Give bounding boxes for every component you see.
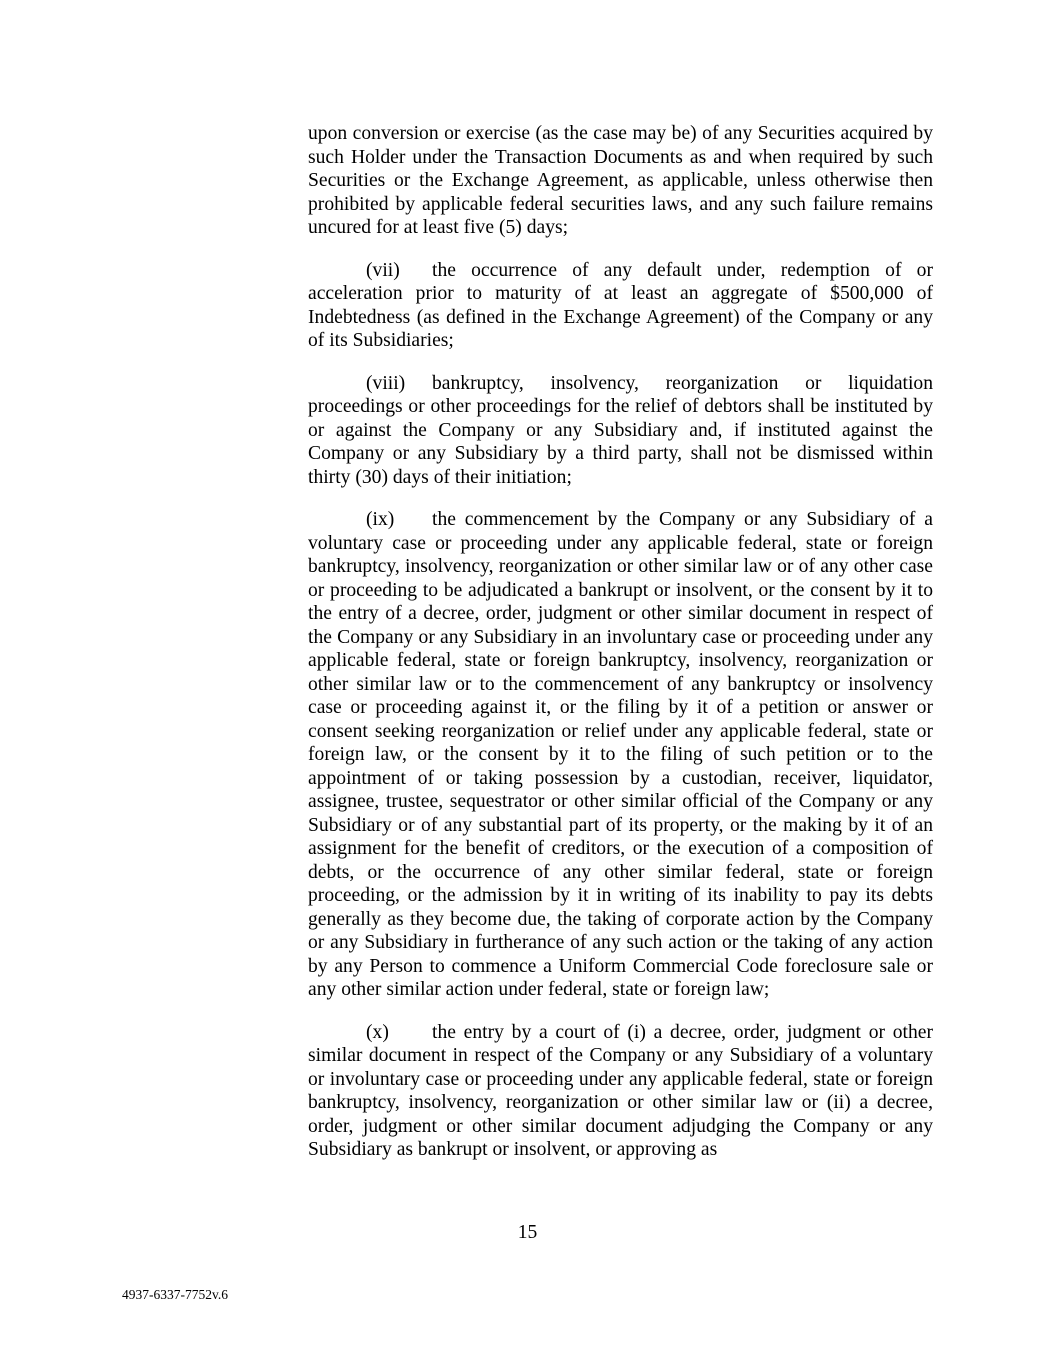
- clause-vii: [308, 259, 933, 353]
- clause-number: (vii): [366, 259, 400, 281]
- clause-number: (ix): [366, 509, 395, 530]
- paragraph-text: upon conversion or exercise (as the case may be) of any Securities acquired by such Holder under the Transaction Documents as and when required by such Securities or the Exchange Agreement, as applicable, unless otherwise then prohibited by applicable federal securities laws, and any such failure remains uncured for at least five (5) days;: [308, 123, 933, 238]
- clause-x: [308, 1021, 933, 1162]
- page-number: 15: [517, 1222, 538, 1243]
- document-body: [308, 122, 933, 1162]
- clause-text: the commencement by the Company or any Subsidiary of a voluntary case or proceeding under any applicable federal, state or foreign bankruptcy, insolvency, reorganization or other similar law or of any other case or proceeding to be adjudicated a bankrupt or insolvent, or the consent by it to the entry of a decree, order, judgment or other similar document in respect of the Company or any Subsidiary in an involuntary case or proceeding under any applicable federal, state or foreign bankruptcy, insolvency, reorganization or other similar law or to the commencement of any bankruptcy or insolvency case or proceeding against it, or the filing by it of a petition or answer or consent seeking reorganization or relief under any applicable federal, state or foreign law, or the consent by it to the filing of such petition or to the appointment of or taking possession by a custodian, receiver, liquidator, assignee, trustee, sequestrator or other similar official of the Company or any Subsidiary or of any substantial part of its property, or the making by it of an assignment for the benefit of creditors, or the execution of a composition of debts, or the occurrence of any other similar federal, state or foreign proceeding, or the admission by it in writing of its inability to pay its debts generally as they become due, the taking of corporate action by the Company or any Subsidiary in furtherance of any such action or the taking of any action by any Person to commence a Uniform Commercial Code foreclosure sale or any other similar action under federal, state or foreign law;: [308, 509, 933, 1000]
- clause-viii: [308, 372, 933, 490]
- clause-text: bankruptcy, insolvency, reorganization or liquidation proceedings or other proceedings for the relief of debtors shall be instituted by or against the Company or any Subsidiary and, if instituted against the Company or any Subsidiary by a third party, shall not be dismissed within thirty (30) days of their initiation;: [308, 372, 933, 488]
- clause-number: (viii): [366, 372, 406, 394]
- clause-number: (x): [366, 1021, 389, 1043]
- clause-text: the occurrence of any default under, redemption of or acceleration prior to maturity of at least an aggregate of $500,000 of Indebtedness (as defined in the Exchange Agreement) of the Company or any of its Subsidiaries;: [308, 259, 933, 351]
- document-id-footer: 4937-6337-7752v.6: [122, 1287, 228, 1302]
- paragraph-continuation: [308, 122, 933, 240]
- clause-ix: [308, 508, 933, 1002]
- clause-text: the entry by a court of (i) a decree, order, judgment or other similar document in respect of the Company or any Subsidiary of a voluntary or involuntary case or proceeding under any applicable federal, state or foreign bankruptcy, insolvency, reorganization or other similar law or (ii) a decree, order, judgment or other similar document adjudging the Company or any Subsidiary as bankrupt or insolvent, or approving as: [308, 1021, 933, 1160]
